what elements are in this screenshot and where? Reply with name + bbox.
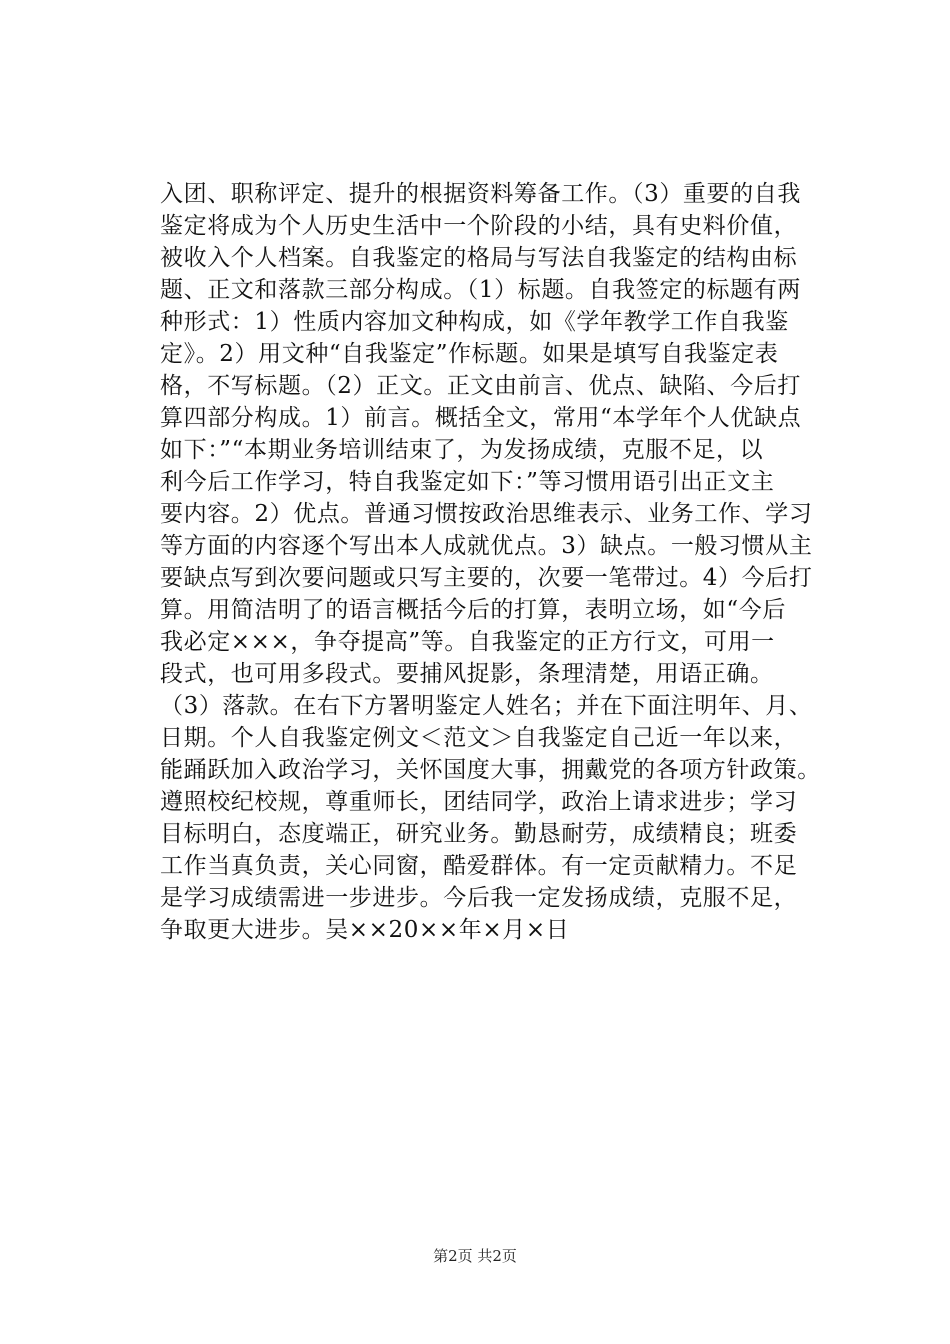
text-line: 等方面的内容逐个写出本人成就优点。3）缺点。一般习惯从主 [160,533,813,559]
text-line: 工作当真负责，关心同窗，酷爱群体。有一定贡献精力。不足 [160,853,798,879]
text-line: （3）落款。在右下方署明鉴定人姓名；并在下面注明年、月、 [160,693,813,719]
text-line: 定》。2）用文种“自我鉴定”作标题。如果是填写自我鉴定表 [160,341,779,367]
body-text [160,178,840,946]
text-line: 要缺点写到次要问题或只写主要的，次要一笔带过。4）今后打 [160,565,813,591]
text-line: 如下：”“本期业务培训结束了，为发扬成绩，克服不足，以 [160,437,764,463]
text-line: 是学习成绩需进一步进步。今后我一定发扬成绩，克服不足， [160,885,798,911]
text-line: 段式，也可用多段式。要捕风捉影，条理清楚，用语正确。 [160,661,774,687]
text-line: 目标明白，态度端正，研究业务。勤恳耐劳，成绩精良；班委 [160,821,798,847]
text-line: 格，不写标题。（2）正文。正文由前言、优点、缺陷、今后打 [160,373,801,399]
text-line: 争取更大进步。吴××20××年×月×日 [160,917,570,943]
text-line: 鉴定将成为个人历史生活中一个阶段的小结，具有史料价值， [160,213,798,239]
text-line: 我必定×××，争夺提高”等。自我鉴定的正方行文，可用一 [160,629,775,655]
text-line: 算。用简洁明了的语言概括今后的打算，表明立场，如“今后 [160,597,786,623]
text-line: 要内容。2）优点。普通习惯按政治思维表示、业务工作、学习 [160,501,813,527]
text-line: 算四部分构成。1）前言。概括全文，常用“本学年个人优缺点 [160,405,802,431]
text-line: 被收入个人档案。自我鉴定的格局与写法自我鉴定的结构由标 [160,245,798,271]
text-line: 种形式：1）性质内容加文种构成，如《学年教学工作自我鉴 [160,309,789,335]
text-line: 入团、职称评定、提升的根据资料筹备工作。（3）重要的自我 [160,181,801,207]
text-line: 利今后工作学习，特自我鉴定如下：”等习惯用语引出正文主 [160,469,775,495]
text-line: 题、正文和落款三部分构成。（1）标题。自我签定的标题有两 [160,277,801,303]
text-line: 遵照校纪校规，尊重师长，团结同学，政治上请求进步；学习 [160,789,798,815]
page-number: 第2页 共2页 [433,1247,517,1265]
page-footer [0,1245,950,1266]
text-line: 日期。个人自我鉴定例文＜范文＞自我鉴定自己近一年以来， [160,725,798,751]
text-line: 能踊跃加入政治学习，关怀国度大事，拥戴党的各项方针政策。 [160,757,821,783]
